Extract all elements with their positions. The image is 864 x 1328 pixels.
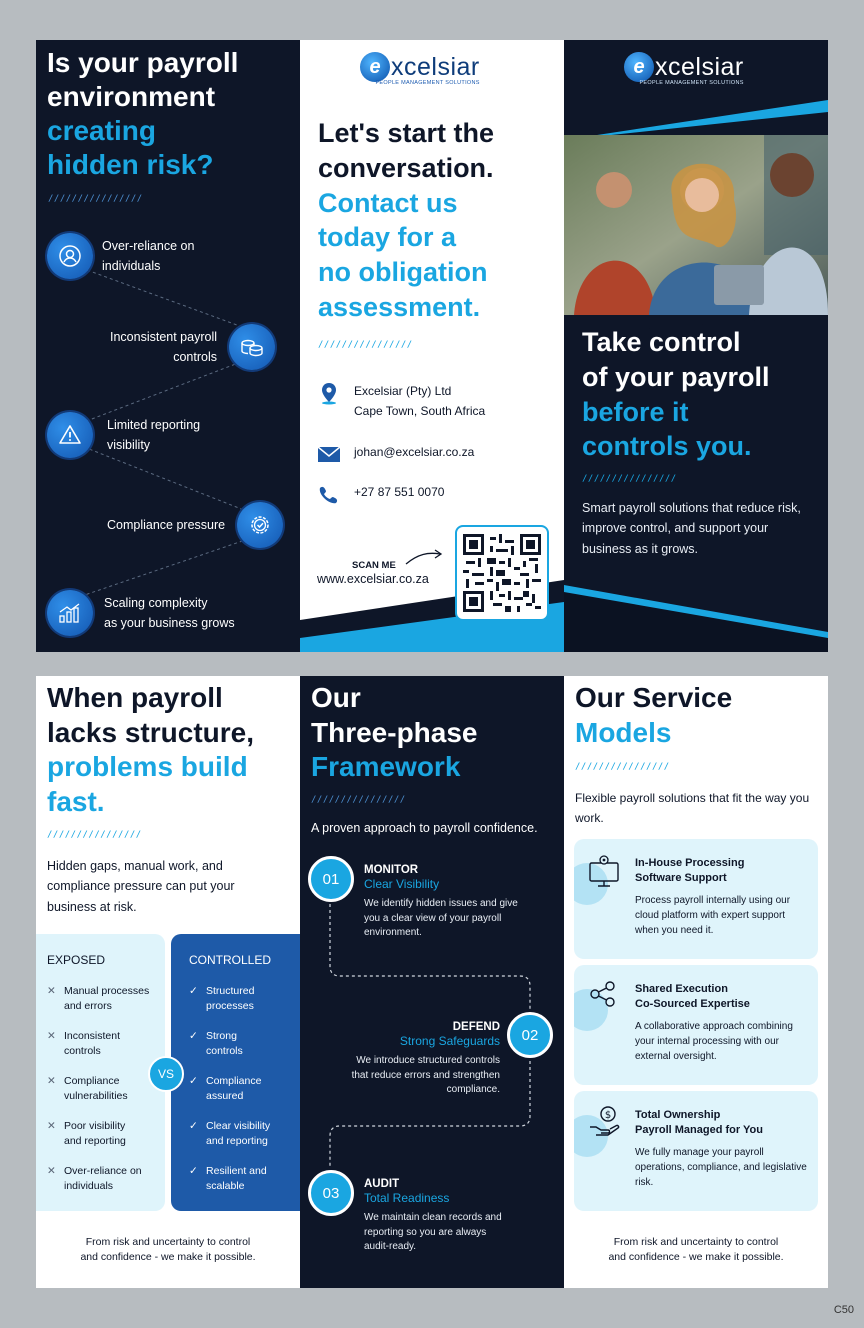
list-item: ✕ Manual processes and errors (47, 984, 149, 1014)
list-item: ✓ Strong controls (189, 1029, 243, 1059)
check-icon: ✓ (189, 1075, 198, 1087)
list-item: ✕ Poor visibility and reporting (47, 1119, 126, 1149)
exposed-heading: EXPOSED (47, 953, 106, 967)
cross-icon: ✕ (47, 985, 56, 997)
panel-title: Let's start the conversation. Contact us today for a no obligation assessment. (318, 118, 494, 323)
logo-mark: e (360, 52, 390, 82)
cross-icon: ✕ (47, 1120, 56, 1132)
brand-logo: e xcelsiar PEOPLE MANAGEMENT SOLUTIONS (624, 52, 744, 86)
cover-description: Smart payroll solutions that reduce risk, improve control, and support your business as it grows. (582, 501, 801, 556)
vs-badge: VS (148, 1056, 184, 1092)
phase-defend: DEFEND Strong Safeguards We introduce structured controls that reduce errors and strengthen compliance. (351, 1021, 500, 1095)
envelope-icon (316, 442, 342, 466)
list-item: ✕ Inconsistent controls (47, 1029, 120, 1059)
contact-phone[interactable]: +27 87 551 0070 (316, 482, 444, 506)
panel-intro: Flexible payroll solutions that fit the way you work. (575, 791, 810, 826)
panel-cover (564, 40, 828, 652)
risk-item-scaling-complexity: Scaling complexity as your business grows (47, 590, 235, 636)
growth-chart-icon (47, 590, 93, 636)
divider-slashes: //////////////// (575, 762, 670, 772)
divider-slashes: //////////////// (48, 194, 143, 204)
panel-title: When payroll lacks structure, problems build fast. (47, 682, 254, 818)
warning-icon (47, 412, 93, 458)
list-item: ✓ Clear visibility and reporting (189, 1119, 270, 1149)
panel-intro: Hidden gaps, manual work, and compliance pressure can put your business at risk. (47, 859, 235, 914)
user-icon (47, 233, 93, 279)
logo-mark: e (624, 52, 654, 82)
divider-slashes: //////////////// (311, 795, 406, 805)
risk-item-limited-reporting: Limited reporting visibility (47, 412, 200, 458)
monitor-gear-icon (588, 853, 622, 894)
panel-tagline: From risk and uncertainty to control and confidence - we make it possible. (80, 1236, 256, 1264)
divider-slashes: //////////////// (582, 474, 677, 484)
coins-icon (229, 324, 275, 370)
exposed-column (36, 934, 165, 1211)
check-icon: ✓ (189, 1030, 198, 1042)
panel-title: Our Service Models (575, 682, 733, 748)
share-icon (588, 979, 618, 1014)
website-link[interactable]: www.excelsiar.co.za (317, 572, 429, 586)
list-item: ✕ Over-reliance on individuals (47, 1164, 142, 1194)
panel-structure (36, 676, 300, 1288)
service-card-total: $ Total Ownership Payroll Managed for You We fully manage your payroll operations, compliance, and legislative risk. (574, 1091, 818, 1211)
panel-title: Our Three-phase Framework (311, 682, 478, 783)
phase-number-2: 02 (507, 1012, 553, 1058)
panel-title: Take control of your payroll before it controls you. (582, 327, 770, 462)
location-pin-icon (316, 381, 342, 405)
list-item: ✓ Structured processes (189, 984, 254, 1014)
brochure-inside (36, 676, 828, 1288)
controlled-heading: CONTROLLED (189, 953, 272, 967)
page-code: C50 (833, 1304, 854, 1316)
brochure-outside (36, 40, 828, 652)
cross-icon: ✕ (47, 1030, 56, 1042)
check-icon: ✓ (189, 1120, 198, 1132)
divider-slashes: //////////////// (318, 340, 413, 350)
gear-check-icon (237, 502, 283, 548)
cross-icon: ✕ (47, 1075, 56, 1087)
header-accent (564, 100, 828, 140)
risk-item-inconsistent-controls: Inconsistent payroll controls (110, 324, 275, 370)
phase-audit: AUDIT Total Readiness We maintain clean records and reporting so you are always audit-ready. (364, 1178, 502, 1252)
list-item: ✓ Compliance assured (189, 1074, 261, 1104)
contact-address: Excelsiar (Pty) Ltd Cape Town, South Africa (316, 381, 485, 422)
panel-framework (300, 676, 564, 1288)
phone-icon (316, 482, 342, 506)
panel-title: Is your payroll environment creating hidden risk? (47, 47, 239, 181)
panel-contact: e xcelsiar PEOPLE MANAGEMENT SOLUTIONS Let's start the conversation. Contact us today for a no obligation assessment. //////////////// Excelsiar (Pty) Ltd Cape Town, South Africa johan@excelsiar.co.za +27 87 551 0070 SCAN ME www.excelsiar.co.za (300, 40, 564, 652)
phase-number-3: 03 (308, 1170, 354, 1216)
service-card-in-house: In-House Processing Software Support Process payroll internally using our cloud platform with expert support when you need it. (574, 839, 818, 959)
list-item: ✕ Compliance vulnerabilities (47, 1074, 128, 1104)
phase-number-1: 01 (308, 856, 354, 902)
phase-monitor: MONITOR Clear Visibility We identify hidden issues and give you a clear view of your payroll environment. (364, 864, 518, 938)
panel-intro: A proven approach to payroll confidence. (311, 821, 538, 835)
controlled-column (171, 934, 300, 1211)
panel-service-models (564, 676, 828, 1288)
footer-accent (564, 580, 828, 652)
check-icon: ✓ (189, 985, 198, 997)
panel-hidden-risk (36, 40, 300, 652)
cross-icon: ✕ (47, 1165, 56, 1177)
check-icon: ✓ (189, 1165, 198, 1177)
risk-item-over-reliance: Over-reliance on individuals (47, 233, 194, 279)
svg-text:$: $ (604, 1110, 612, 1121)
divider-slashes: //////////////// (47, 830, 142, 840)
hand-dollar-icon (588, 1105, 622, 1144)
qr-code[interactable] (455, 525, 549, 621)
panel-tagline: From risk and uncertainty to control and confidence - we make it possible. (608, 1236, 784, 1264)
service-card-shared: Shared Execution Co-Sourced Expertise A collaborative approach combining your internal processing with our external oversight. (574, 965, 818, 1085)
contact-email[interactable]: johan@excelsiar.co.za (316, 442, 474, 466)
list-item: ✓ Resilient and scalable (189, 1164, 267, 1194)
arrow-icon (404, 548, 444, 568)
brand-logo: e xcelsiar PEOPLE MANAGEMENT SOLUTIONS (360, 52, 480, 86)
risk-item-compliance-pressure: Compliance pressure (107, 502, 283, 548)
